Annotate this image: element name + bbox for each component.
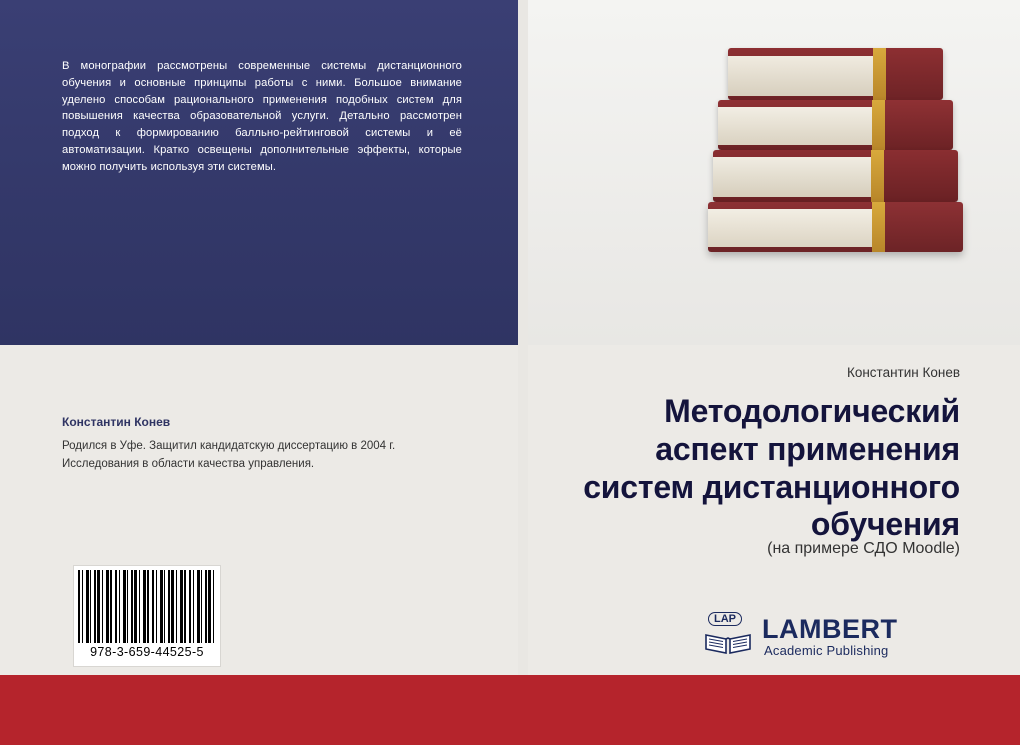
open-book-icon xyxy=(704,629,752,655)
book-pages-edge xyxy=(728,56,878,96)
author-bio-name: Константин Конев xyxy=(62,415,171,429)
publisher-tagline: Academic Publishing xyxy=(764,643,889,658)
book-band xyxy=(873,48,886,100)
publisher-mark xyxy=(702,612,758,658)
front-cover-author: Константин Конев xyxy=(846,365,960,380)
bottom-color-strip xyxy=(0,675,1020,745)
barcode-icon xyxy=(78,570,216,643)
book-band xyxy=(871,150,884,202)
book-band xyxy=(872,100,885,150)
publisher-name: LAMBERT xyxy=(762,614,898,644)
cover-artwork xyxy=(528,0,1020,345)
book-pages-edge xyxy=(713,157,875,197)
publisher-logo xyxy=(702,612,962,660)
front-cover-subtitle: (на примере СДО Moodle) xyxy=(767,540,960,557)
book-pages-edge xyxy=(718,107,876,145)
book-spine xyxy=(518,0,528,675)
author-bio-text: Родился в Уфе. Защитил кандидатскую диссертацию в 2004 г. Исследования в области качества управления. xyxy=(62,440,396,470)
book-band xyxy=(872,202,885,252)
back-cover-blurb: В монографии рассмотрены современные системы дистанционного обучения и основные принципы работы с ними. Большое внимание уделено способам рационального применения подобных систем для повышения качества образовательной услуги. Детально рассмотрен подход к формированию балльно-рейтинговой системы и её автоматизации. Кратко освещены дополнительные эффекты, которые можно получить используя эти системы. xyxy=(62,60,462,173)
book-pages-edge xyxy=(708,209,876,247)
front-cover-title: Методологический аспект применения систем дистанционного обучения xyxy=(583,393,960,543)
publisher-mark-text: LAP xyxy=(708,612,742,626)
isbn-number: 978-3-659-44525-5 xyxy=(90,645,204,659)
